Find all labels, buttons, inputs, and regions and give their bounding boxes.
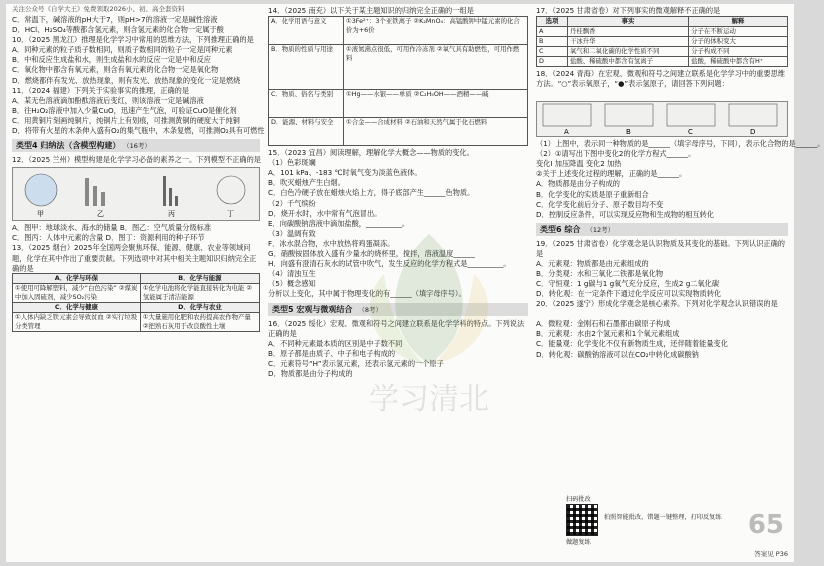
section-heading-4: [12, 139, 260, 152]
molecule-figures-svg: [537, 102, 789, 136]
option: D．将带有火星的木条伸入盛有O₂的集气瓶中，木条复燃，可推测O₂具有可燃性: [12, 126, 265, 136]
page-header: 关注公众号《自学大王》免费领取2026小、初、高全套资料: [12, 5, 185, 13]
figure-label: B: [626, 128, 631, 137]
table-cell: D．能源、材料与安全: [269, 118, 344, 146]
section-heading-6: [536, 223, 788, 236]
option: A．同种元素的粒子质子数相同，则质子数相同的粒子一定是同种元素: [12, 45, 233, 55]
option: A．图甲：地球淡水、海水的储量 B．图乙：空气质量分级标准: [12, 223, 212, 233]
option: B．中和反应生成盐和水，则生成盐和水的反应一定是中和反应: [12, 55, 211, 65]
table-header: 解释: [689, 17, 788, 27]
figure-label: A: [564, 128, 569, 137]
figure-label: D: [750, 128, 756, 137]
table-cell: B: [537, 37, 568, 47]
option: B．分类观：水和三氧化二铁都是氧化物: [536, 268, 664, 278]
text-line: G．硝酸铵固体放入盛有少量水的烧杯里，搅拌，溶液温度______: [268, 249, 475, 259]
option: D．转化观：碳酸钠溶液可以在CO₂中转化成碳酸钠: [536, 349, 699, 359]
table-cell: 干冰升华: [568, 37, 689, 47]
table-cell: C．物质、俗名与类别: [269, 90, 344, 118]
option: C．能量观：化学变化不仅有新物质生成，还伴随着能量变化: [536, 339, 728, 349]
option: B．原子都是由质子、中子和电子构成的: [268, 348, 396, 358]
table-cell: 分子的体积变大: [689, 37, 788, 47]
question-18-stem: 18．（2024 青海）在宏观、微观和符号之间建立联系是化学学习中的重要思维方法。“○”表示氧原子，“●”表示氢原子，请回答下列问题：: [536, 69, 785, 89]
table-header: A．化学与环保: [13, 274, 141, 284]
right-column: [536, 4, 824, 562]
table-cell: A．化学用语与意义: [269, 17, 344, 45]
pie-figure: [25, 174, 57, 206]
box-b: [605, 104, 653, 126]
figure-label: 甲: [37, 210, 44, 219]
text-line: F．冰水混合物，水中放热将鸡蛋凝冻。: [268, 238, 395, 248]
text-line: B．吹灭蜡烛产生白烟。: [268, 178, 345, 188]
question-10-stem: 10．（2025 黑龙江）推理是化学学习中常用的思维方法，下列推理正确的是: [12, 35, 254, 45]
option: A．微粒观：金刚石和石墨都由碳原子构成: [536, 319, 671, 329]
page-number: 65: [747, 510, 784, 540]
question-13-table: [12, 273, 260, 332]
table-cell: 分子在不断运动: [689, 27, 788, 37]
cycle-figure: [217, 176, 245, 204]
section-title: 类型6 综合: [540, 224, 581, 234]
text-line: C．常温下，碱溶液的pH大于7，则pH>7的溶液一定是碱性溶液: [12, 15, 218, 24]
bar-figure: [101, 192, 105, 206]
question-11-stem: 11．（2024 福建）下列关于实验事实的推理，正确的是: [12, 85, 190, 95]
middle-column: [268, 4, 528, 562]
question-12-stem: 12．（2025 兰州）模型构建是化学学习必备的素养之一。下列模型不正确的是: [12, 155, 261, 165]
question-15-stem: 15．（2023 宜昌）阅读理解，理解化学大概念——物质的变化。: [268, 148, 474, 158]
text-line: （1）上图中，表示同一种物质的是______（填字母序号，下同），表示化合物的是______。: [536, 139, 824, 149]
text-line: （1）色彩斑斓: [268, 158, 316, 168]
text-line: H．向盛有澄清石灰水的试管中吹气，发生反应的化学方程式是__________。: [268, 259, 511, 269]
text-line: （4）清浊互生: [268, 269, 316, 279]
table-cell: ①合金——合成材料 ②石油和天然气属于化石燃料: [344, 118, 528, 146]
question-13-stem: 13．（2025 烟台）2025年全国两会聚焦环保、能源、健康、农业等领域问题，化学在其中作出了重要贡献。下列选项中对其中相关主题知识归纳完全正确的是: [12, 243, 257, 273]
text-line: （3）温阔有致: [268, 228, 316, 238]
question-19-stem: 19．（2025 甘肃省卷）化学观念是认识物质及其变化的基础。下列认识正确的是: [536, 238, 785, 258]
table-cell: A: [537, 27, 568, 37]
table-cell: D: [537, 57, 568, 67]
option: C．用黄铜片刻画纯铜片，纯铜片上有划痕，可推测黄铜的硬度大于纯铜: [12, 115, 240, 125]
bar-figure: [93, 186, 97, 206]
text-line: D．HCl、H₂SO₄等酸都含氢元素，则含氢元素的化合物一定属于酸: [12, 25, 224, 35]
option: B．元素观：水由2个氢元素和1个氧元素组成: [536, 329, 680, 339]
figure-label: 乙: [97, 210, 104, 219]
option: A．元素观：物质都是由元素组成的: [536, 258, 649, 268]
figure-label: 丙: [168, 210, 175, 219]
model-figures: [12, 167, 260, 221]
text-line: D．烧开水时，水中常有气泡冒出。: [268, 208, 382, 218]
question-14-table: [268, 16, 528, 146]
text-line: （5）概念感知: [268, 279, 316, 289]
option: D．物质都是由分子构成的: [268, 368, 353, 378]
section-title: 类型5 宏观与微观结合: [272, 304, 353, 314]
option: B．往H₂O₂溶液中加入少量CuO，迅速产生气泡，可验证CuO是催化剂: [12, 105, 237, 115]
option: A．物质都是由分子构成的: [536, 179, 620, 189]
watermark-text: 学习清北: [369, 382, 489, 417]
text-line: （2）千气缤纷: [268, 198, 316, 208]
table-header: B．化学与能源: [140, 274, 259, 284]
section-count: （16考）: [126, 142, 151, 151]
table-cell: C: [537, 47, 568, 57]
option: C．氧化物中都含有氧元素，则含有氧元素的化合物一定是氧化物: [12, 65, 219, 75]
table-cell: ①液氮沸点很低，可用作冷冻剂 ②氧气具有助燃性，可用作燃料: [344, 45, 528, 90]
box-c: [667, 104, 715, 126]
table-header: 选项: [537, 17, 568, 27]
option: C．元素符号“H”表示氢元素，还表示氢元素的一个原子: [268, 358, 444, 368]
scan-tip: 拍照智能批改，错题一键整理，打印反复练: [604, 514, 722, 521]
left-column: [12, 4, 265, 562]
table-cell: 盐酸、稀硫酸中都含有氢离子: [568, 57, 689, 67]
text-line: 变化Ⅰ 加压降温 变化2 加热: [536, 159, 622, 169]
option: A．某无色溶液滴加酚酞溶液后变红，则该溶液一定是碱溶液: [12, 95, 204, 105]
molecule-figures: [536, 101, 788, 137]
text-line: ②关于上述变化过程的理解，正确的是______。: [536, 169, 687, 179]
option: C．图丙：人体中元素的含量 D．图丁：资源利用的种子环节: [12, 233, 205, 243]
question-20-stem: 20．（2025 遂宁）形成化学观念是核心素养。下列对化学观念认识错误的是: [536, 299, 778, 309]
question-17-stem: 17．（2025 甘肃省卷）对下列事实的微观解释不正确的是: [536, 6, 721, 15]
text-line: （2）①请写出下图中变化2的化学方程式______。: [536, 149, 696, 159]
table-cell: ①化学电池将化学能直接转化为电能 ②氢能属于清洁能源: [140, 284, 259, 303]
scan-sub: 做题复练: [566, 539, 591, 546]
option: C．守恒观：1 g碳与1 g氧气充分反应，生成2 g二氧化碳: [536, 279, 720, 289]
section-title: 类型4 归纳法（含模型构建）: [16, 141, 121, 151]
table-cell: B．物质的性质与用途: [269, 45, 344, 90]
bar-figure: [85, 178, 89, 206]
table-cell: 盐酸，稀硫酸中都含有H⁺: [689, 57, 788, 67]
table-cell: 丹桂飘香: [568, 27, 689, 37]
section-count: （8考）: [358, 305, 382, 314]
model-figures-svg: [13, 168, 261, 220]
option: D．控制反应条件，可以实现反应物和生成物的相互转化: [536, 209, 715, 219]
option: B．化学变化的实质是原子重新组合: [536, 189, 649, 199]
table-header: D．化学与农业: [140, 303, 259, 313]
table-header: C．化学与健康: [13, 303, 141, 313]
text-line: C．白色冷硬子放在蜡烛火焰上方，得子底部产生______色物质。: [268, 188, 475, 198]
section-heading-5: [268, 303, 528, 316]
text-line: E．向碳酸钠溶液中滴加盐酸，__________。: [268, 218, 410, 228]
figure-label: C: [688, 128, 693, 137]
bar-figure: [175, 196, 178, 206]
option: A．不同种元素最本质的区别是中子数不同: [268, 338, 403, 348]
bar-figure: [163, 176, 166, 206]
table-cell: ①大量施用化肥和农药提高农作物产量 ②把熟石灰用于改良酸性土壤: [140, 313, 259, 332]
question-16-stem: 16．（2025 绥化）宏观、微观和符号之间建立联系是化学学科的特点。下列说法正确的是: [268, 318, 525, 338]
box-a: [543, 104, 591, 126]
option: C．化学变化前后分子、原子数目均不变: [536, 199, 664, 209]
question-17-table: [536, 16, 788, 67]
answer-reference: 答案见 P36: [754, 550, 788, 558]
scan-label: 扫码批改: [566, 496, 591, 503]
table-cell: ①使用可降解塑料，减少“白色污染” ②煤炭中加入固硫剂，减少SO₂污染: [13, 284, 141, 303]
figure-label: 丁: [227, 210, 234, 219]
table-cell: ①Hg——水银——单质 ②C₂H₅OH——酒精——碱: [344, 90, 528, 118]
question-14-stem: 14．（2025 南充）以下关于某主题知识的归纳完全正确的一组是: [268, 6, 474, 15]
bar-figure: [169, 188, 172, 206]
table-cell: 氧气和二氧化碳的化学性质不同: [568, 47, 689, 57]
table-cell: ①3Fe²⁺：3个亚铁离子 ②K₂MnO₄：高锰酸钾中锰元素的化合价为+6价: [344, 17, 528, 45]
table-header: 事实: [568, 17, 689, 27]
option: D．燃烧都伴有发光、放热现象，则有发光、放热现象的变化一定是燃烧: [12, 75, 241, 85]
box-d: [729, 104, 777, 126]
section-count: （12考）: [586, 225, 615, 234]
text-line: A．101 kPa、-183 ℃时氧气变为淡蓝色液体。: [268, 168, 422, 178]
qr-code[interactable]: [566, 504, 598, 536]
table-cell: 分子构成不同: [689, 47, 788, 57]
text-line: 分析以上变化，其中属于物理变化的有______（填字母序号）。: [268, 289, 466, 299]
workbook-page: [6, 4, 824, 562]
option: D．转化观：在一定条件下通过化学反应可以实现物质转化: [536, 289, 722, 299]
table-cell: ①人体内缺乏铁元素会导致贫血 ②实行垃圾分类管理: [13, 313, 141, 332]
